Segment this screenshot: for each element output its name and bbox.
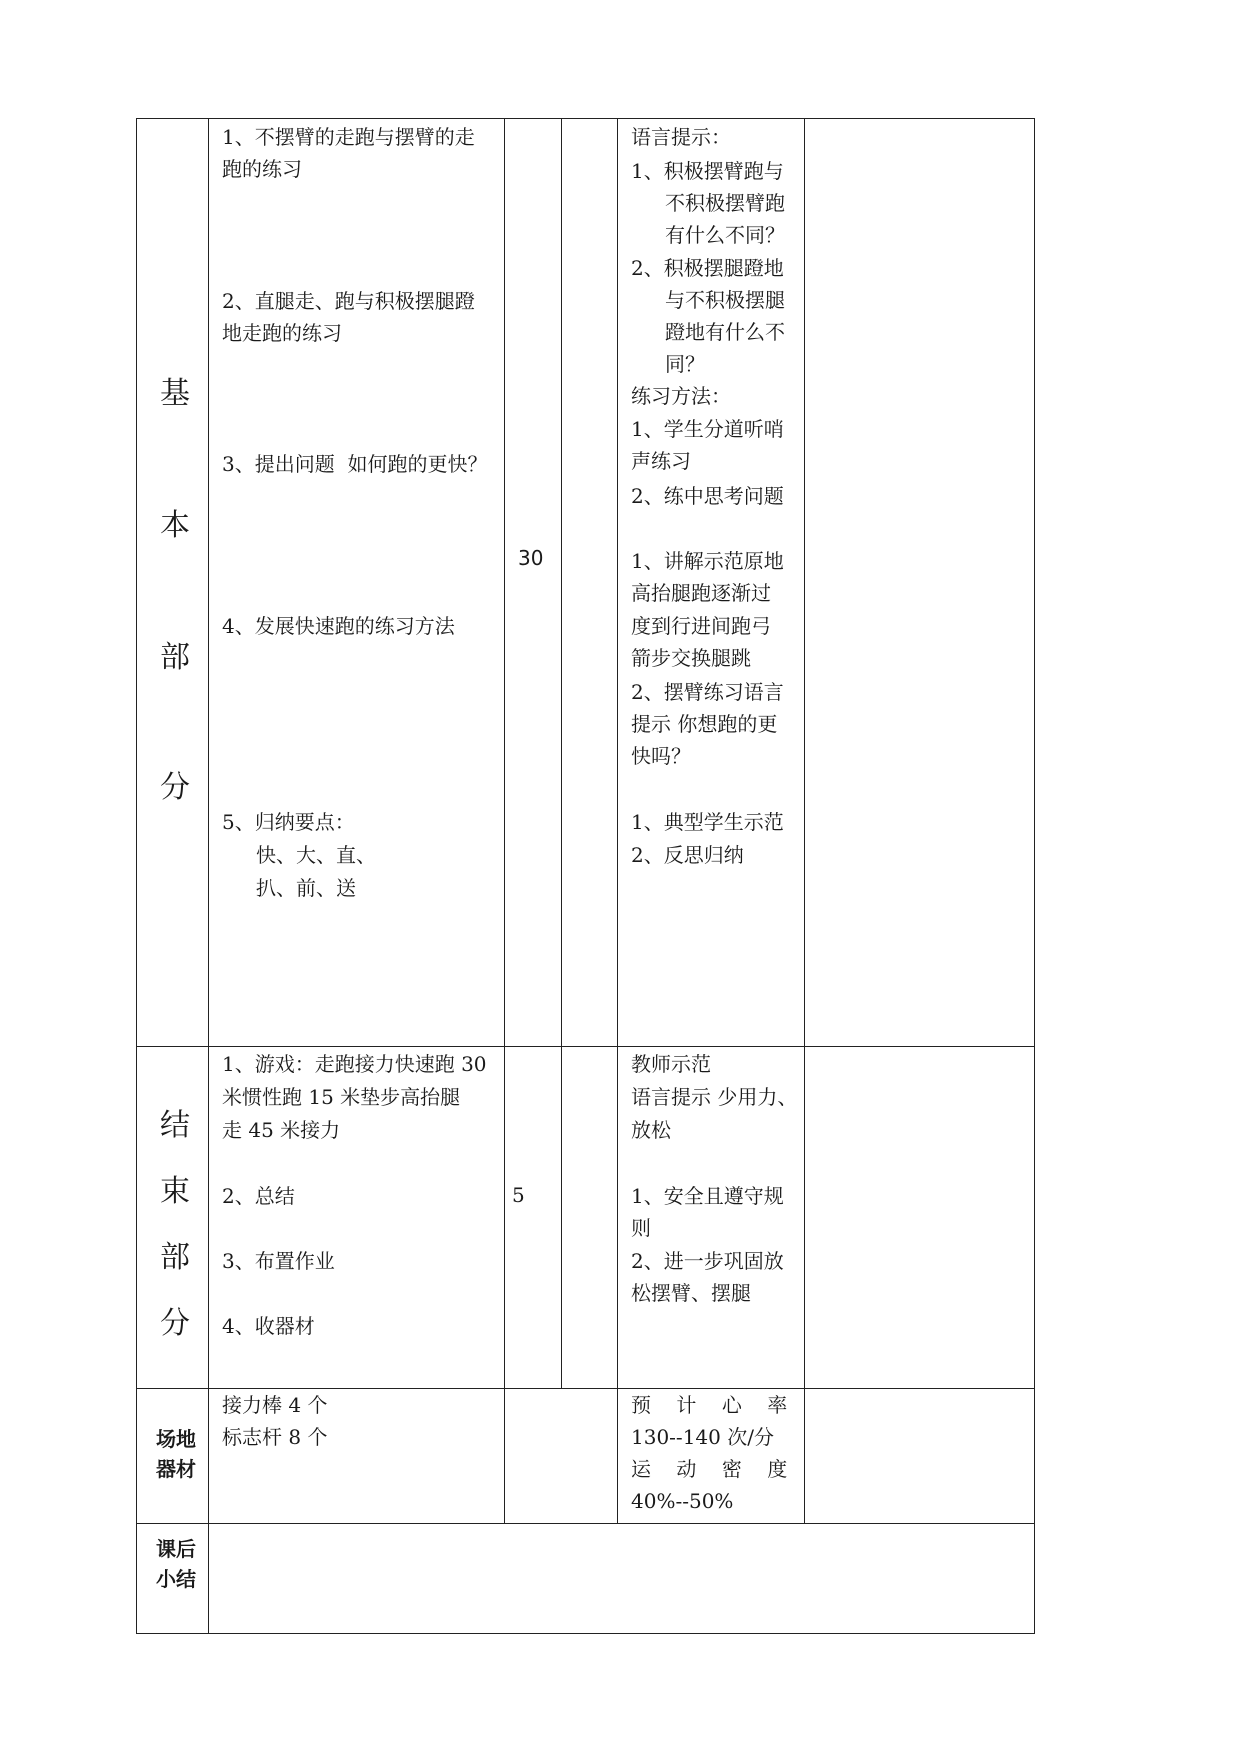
basic-method-line-14: 高抬腿跑逐渐过 (631, 581, 771, 605)
basic-item-5-line-2: 快、大、直、 (256, 843, 376, 867)
table-border-bottom (136, 1633, 1035, 1634)
basic-item-2-line-2: 地走跑的练习 (222, 321, 342, 345)
equipment-note-line-1: 预 计 心 率 (631, 1393, 788, 1417)
column-divider-section (208, 118, 209, 1634)
basic-item-3: 3、提出问题 如何跑的更快？ (222, 452, 488, 476)
basic-item-5-line-1: 5、归纳要点： (222, 810, 355, 834)
row-divider-ending (136, 1046, 1035, 1047)
basic-method-line-13: 1、讲解示范原地 (631, 549, 784, 573)
basic-method-line-20: 1、典型学生示范 (631, 810, 784, 834)
equipment-label-line-1: 场地 (156, 1427, 196, 1451)
basic-method-line-10: 1、学生分道听哨 (631, 417, 784, 441)
basic-method-line-16: 箭步交换腿跳 (631, 646, 751, 670)
ending-time: 5 (512, 1183, 525, 1207)
basic-method-line-11: 声练习 (631, 449, 691, 473)
equipment-note-line-2: 130--140 次/分 (631, 1425, 774, 1449)
basic-method-line-18: 提示 你想跑的更 (631, 712, 778, 736)
equipment-label-line-2: 器材 (156, 1457, 196, 1481)
basic-method-line-4: 有什么不同？ (665, 223, 785, 247)
ending-method-line-2: 语言提示 少用力、 (631, 1085, 798, 1109)
section-label-basic-3: 部 (160, 640, 190, 675)
basic-time: 30 (518, 546, 544, 570)
basic-method-line-7: 蹬地有什么不 (665, 320, 785, 344)
summary-label-line-1: 课后 (156, 1537, 196, 1561)
ending-item-1-line-3: 走 45 米接力 (222, 1118, 341, 1142)
section-label-basic-2: 本 (160, 508, 190, 543)
basic-method-line-1: 语言提示： (631, 125, 731, 149)
section-label-ending-1: 结 (160, 1108, 190, 1143)
column-divider-method (804, 118, 805, 1523)
basic-method-line-21: 2、反思归纳 (631, 843, 744, 867)
basic-method-line-6: 与不积极摆腿 (665, 288, 785, 312)
row-divider-summary (136, 1523, 1035, 1524)
ending-item-1-line-1: 1、游戏：走跑接力快速跑 30 (222, 1052, 487, 1076)
section-label-ending-2: 束 (160, 1174, 190, 1209)
ending-method-line-7: 松摆臂、摆腿 (631, 1281, 751, 1305)
basic-method-line-2: 1、积极摆臂跑与 (631, 159, 784, 183)
summary-label-line-2: 小结 (156, 1567, 196, 1591)
basic-method-line-8: 同？ (665, 352, 705, 376)
equipment-note-line-3: 运 动 密 度 (631, 1457, 788, 1481)
basic-method-line-3: 不积极摆臂跑 (665, 191, 785, 215)
basic-method-line-17: 2、摆臂练习语言 (631, 680, 784, 704)
table-border-left (136, 118, 137, 1634)
section-label-basic-4: 分 (160, 770, 190, 805)
section-label-ending-3: 部 (160, 1240, 190, 1275)
basic-item-1-line-1: 1、不摆臂的走跑与摆臂的走 (222, 125, 475, 149)
ending-method-line-6: 2、进一步巩固放 (631, 1249, 784, 1273)
table-border-top (136, 118, 1035, 119)
ending-item-3: 3、布置作业 (222, 1249, 335, 1273)
section-label-ending-4: 分 (160, 1306, 190, 1341)
equipment-item-2: 标志杆 8 个 (222, 1425, 328, 1449)
basic-method-line-12: 2、练中思考问题 (631, 484, 784, 508)
column-divider-time (561, 118, 562, 1388)
equipment-note-line-4: 40%--50% (631, 1489, 734, 1513)
basic-method-line-19: 快吗？ (631, 744, 691, 768)
basic-item-4: 4、发展快速跑的练习方法 (222, 614, 455, 638)
ending-method-line-5: 则 (631, 1216, 651, 1240)
ending-item-4: 4、收器材 (222, 1314, 315, 1338)
ending-item-1-line-2: 米惯性跑 15 米垫步高抬腿 (222, 1085, 461, 1109)
basic-method-line-5: 2、积极摆腿蹬地 (631, 256, 784, 280)
column-divider-count (617, 118, 618, 1523)
section-label-basic-1: 基 (160, 376, 190, 411)
basic-item-1-line-2: 跑的练习 (222, 157, 302, 181)
column-divider-content (504, 118, 505, 1523)
table-border-right (1034, 118, 1035, 1634)
basic-method-line-15: 度到行进间跑弓 (631, 614, 771, 638)
ending-method-line-1: 教师示范 (631, 1052, 711, 1076)
ending-method-line-3: 放松 (631, 1118, 671, 1142)
ending-item-2: 2、总结 (222, 1184, 295, 1208)
ending-method-line-4: 1、安全且遵守规 (631, 1184, 784, 1208)
equipment-item-1: 接力棒 4 个 (222, 1393, 328, 1417)
basic-item-5-line-3: 扒、前、送 (256, 876, 356, 900)
basic-item-2-line-1: 2、直腿走、跑与积极摆腿蹬 (222, 289, 475, 313)
basic-method-line-9: 练习方法： (631, 384, 731, 408)
